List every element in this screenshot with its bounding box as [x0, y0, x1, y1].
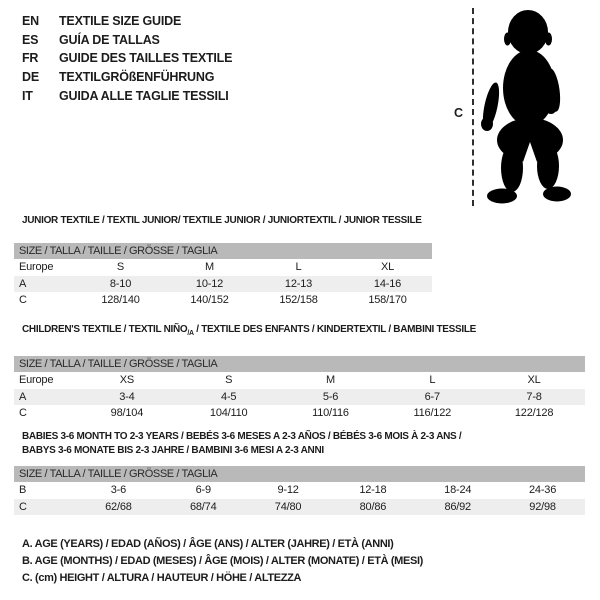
height-cell: 158/170	[368, 294, 407, 306]
language-label: TEXTILE SIZE GUIDE	[59, 14, 182, 29]
age-cell: 3-4	[119, 390, 135, 403]
age-cell: 8-10	[109, 277, 132, 290]
height-cell: 122/128	[514, 407, 554, 419]
row-label: Europe	[19, 261, 54, 273]
language-row-es	[22, 31, 232, 50]
size-cell: S	[225, 374, 233, 386]
legend-notes	[22, 536, 423, 587]
language-label: GUÍA DE TALLAS	[59, 32, 160, 47]
toddler-silhouette	[480, 8, 576, 208]
table-row-europe	[14, 259, 432, 276]
babies-title-line2: BABYS 3-6 MONATE BIS 2-3 JAHRE / BAMBINI 3-6 MESI A 2-3 ANNI	[22, 445, 324, 456]
babies-size-header-bar: SIZE / TALLA / TAILLE / GRÖSSE / TAGLIA	[14, 466, 585, 482]
height-cell: 62/68	[105, 500, 132, 513]
language-header	[22, 12, 232, 105]
age-cell: 24-36	[528, 484, 557, 496]
size-cell: S	[116, 261, 125, 273]
childrens-table-rows	[14, 372, 585, 422]
junior-table-title: JUNIOR TEXTILE / TEXTIL JUNIOR/ TEXTILE JUNIOR / JUNIORTEXTIL / JUNIOR TESSILE	[22, 215, 422, 226]
height-cell: 86/92	[444, 500, 471, 513]
row-label: C	[19, 500, 27, 513]
height-cell: 80/86	[359, 500, 387, 513]
height-cell: 110/116	[312, 407, 349, 419]
height-cell: 98/104	[110, 407, 144, 419]
row-label: Europe	[19, 374, 54, 386]
age-cell: 6-9	[195, 484, 211, 496]
height-cell: 92/98	[529, 500, 556, 513]
age-cell: 3-6	[110, 484, 127, 496]
age-cell: 14-16	[373, 277, 402, 290]
size-cell: XL	[527, 374, 541, 386]
size-cell: XL	[380, 261, 395, 273]
age-cell: 9-12	[277, 484, 299, 496]
title-part: / TEXTILE DES ENFANTS / KINDERTEXTIL / BAMBINI TESSILE	[193, 324, 477, 335]
junior-table-rows	[14, 259, 432, 309]
size-cell: L	[295, 261, 302, 273]
note-age-months: B. AGE (MONTHS) / EDAD (MESES) / ÂGE (MOIS) / ALTER (MONATE) / ETÀ (MESI)	[22, 555, 423, 567]
age-cell: 10-12	[195, 277, 224, 290]
height-measure-dashed-line	[472, 8, 474, 206]
table-row-age-years	[14, 276, 432, 293]
row-label: A	[19, 277, 27, 290]
language-label: GUIDA ALLE TAGLIE TESSILI	[59, 88, 229, 103]
babies-textile-section	[14, 430, 585, 515]
height-cell: 74/80	[274, 500, 302, 513]
note-height-cm: C. (cm) HEIGHT / ALTURA / HAUTEUR / HÖHE / ALTEZZA	[22, 572, 302, 584]
age-cell: 4-5	[221, 390, 237, 403]
size-cell: M	[205, 261, 214, 273]
childrens-table-title	[14, 323, 585, 341]
age-cell: 12-13	[284, 277, 313, 290]
language-code: ES	[22, 32, 39, 47]
language-label: TEXTILGRÖßENFÜHRUNG	[59, 70, 215, 85]
language-row-fr	[22, 49, 232, 68]
age-cell: 7-8	[526, 390, 542, 403]
language-code: DE	[22, 70, 39, 85]
row-label: B	[19, 484, 27, 496]
language-label: GUIDE DES TAILLES TEXTILE	[59, 51, 233, 66]
height-cell: 104/110	[209, 407, 248, 419]
babies-table-rows	[14, 482, 585, 515]
babies-title-line1: BABIES 3-6 MONTH TO 2-3 YEARS / BEBÉS 3-6 MESES A 2-3 AÑOS / BÉBÉS 3-6 MOIS À 2-3 ANS /	[22, 431, 462, 442]
row-label: C	[19, 407, 27, 419]
height-cell: 140/152	[190, 294, 229, 306]
language-code: EN	[22, 14, 39, 29]
table-row-height-cm	[14, 499, 585, 516]
height-cell: 116/122	[413, 407, 452, 419]
table-row-europe	[14, 372, 585, 389]
language-code: FR	[22, 51, 39, 66]
title-subscript: /A	[187, 330, 194, 337]
size-cell: XS	[119, 374, 135, 386]
row-label: A	[19, 390, 27, 403]
height-cell: 68/74	[189, 500, 217, 513]
note-age-years: A. AGE (YEARS) / EDAD (AÑOS) / ÂGE (ANS) / ALTER (JAHRE) / ETÀ (ANNI)	[22, 538, 394, 550]
childrens-size-header-bar: SIZE / TALLA / TAILLE / GRÖSSE / TAGLIA	[14, 356, 585, 372]
language-row-it	[22, 86, 232, 105]
language-row-en	[22, 12, 232, 31]
junior-textile-section	[14, 214, 432, 309]
height-measure-label: C	[454, 106, 464, 120]
table-row-height-cm	[14, 405, 585, 422]
age-cell: 12-18	[359, 484, 387, 496]
childrens-textile-section	[14, 323, 585, 422]
table-row-age-months	[14, 482, 585, 499]
age-cell: 6-7	[424, 390, 440, 403]
age-cell: 5-6	[322, 390, 339, 403]
table-row-height-cm	[14, 292, 432, 309]
size-cell: M	[326, 374, 335, 386]
size-cell: L	[429, 374, 436, 386]
row-label: C	[19, 294, 27, 306]
age-cell: 18-24	[444, 484, 472, 496]
junior-size-header-bar: SIZE / TALLA / TAILLE / GRÖSSE / TAGLIA	[14, 243, 432, 259]
language-code: IT	[22, 88, 33, 103]
babies-table-title	[14, 430, 585, 458]
title-part: CHILDREN'S TEXTILE / TEXTIL NIÑO	[22, 324, 188, 335]
table-row-age-years	[14, 389, 585, 406]
language-row-de	[22, 68, 232, 87]
height-cell: 128/140	[101, 294, 140, 306]
height-cell: 152/158	[279, 294, 318, 306]
